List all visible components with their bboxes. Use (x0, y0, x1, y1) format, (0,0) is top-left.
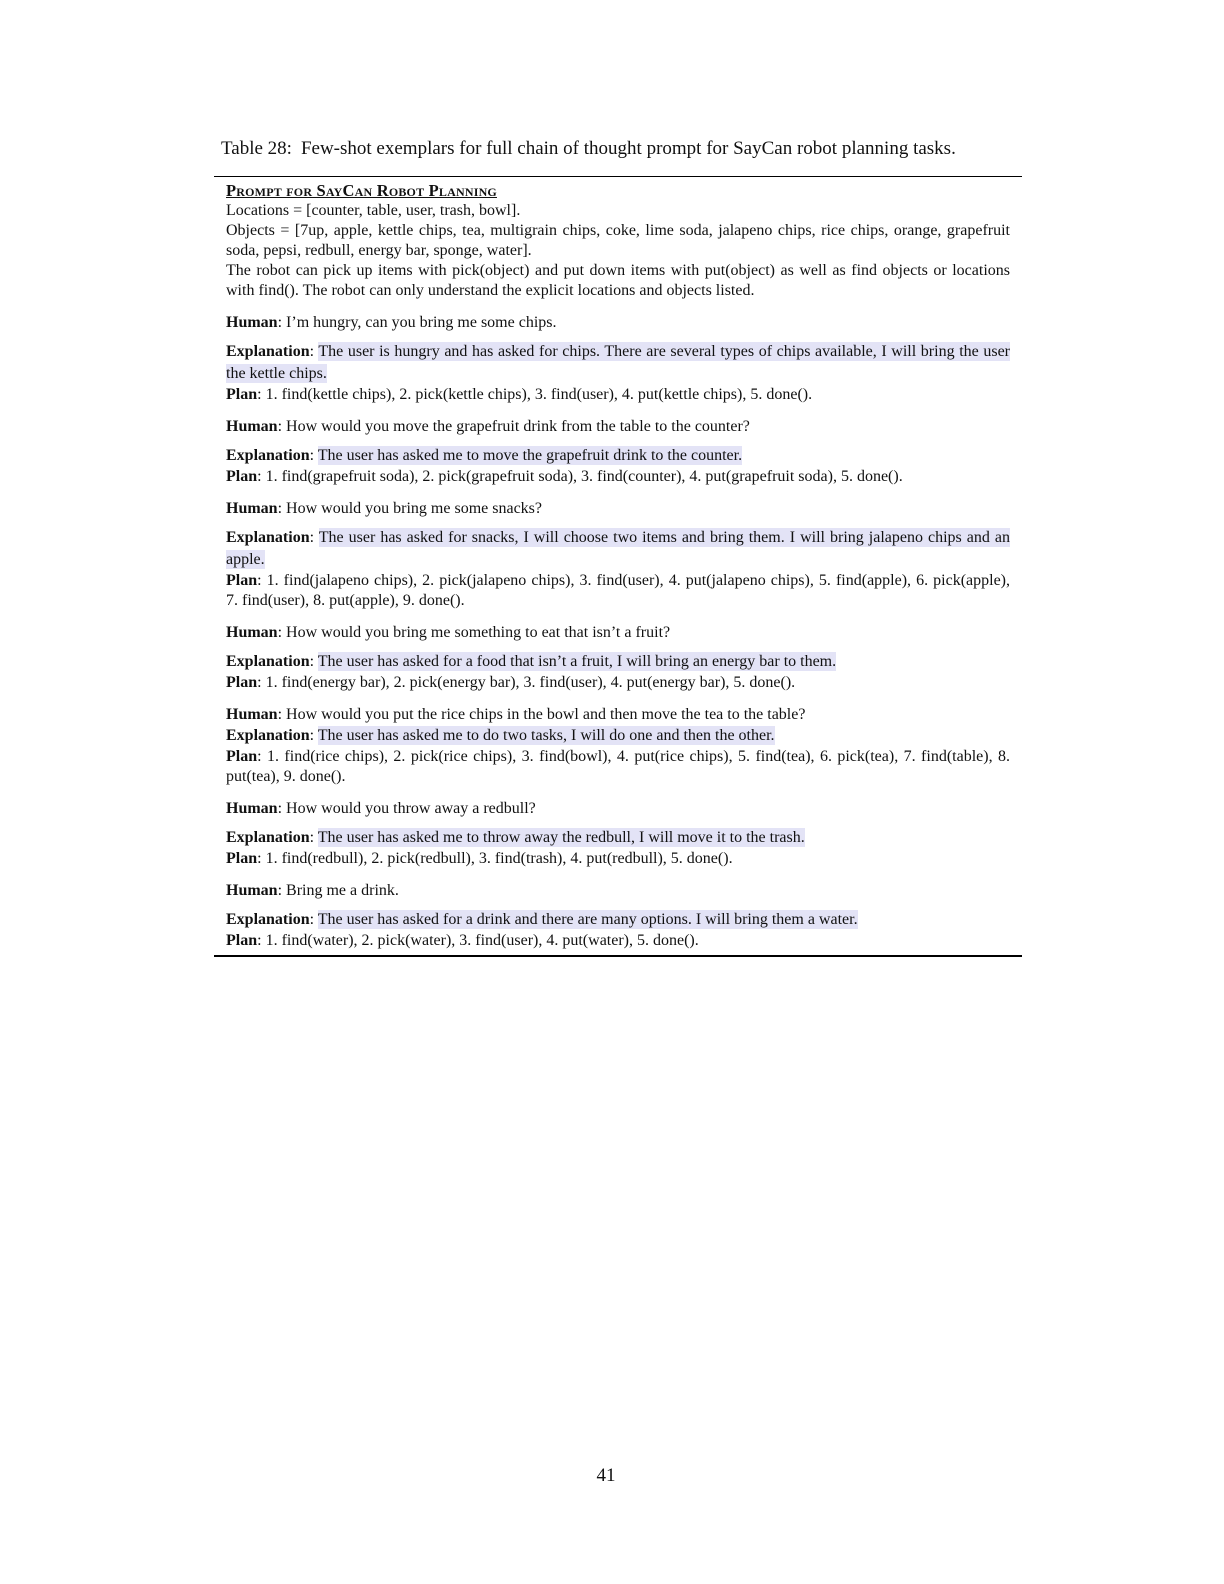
table-caption-label: Table 28: (221, 138, 292, 159)
exemplar-human: Human: Bring me a drink. (226, 882, 399, 899)
human-label: Human (226, 800, 278, 817)
human-text: How would you throw away a redbull? (286, 800, 536, 817)
human-text: How would you bring me something to eat that isn’t a fruit? (286, 624, 671, 641)
exemplar-plan: Plan: 1. find(redbull), 2. pick(redbull), 3. find(trash), 4. put(redbull), 5. done(). (226, 850, 733, 867)
exemplar-human: Human: I’m hungry, can you bring me some chips. (226, 314, 557, 331)
exemplar-explanation: Explanation: The user is hungry and has asked for chips. There are several types of chips available, I will bring the user the kettle chips. (226, 343, 1011, 382)
human-text: Bring me a drink. (286, 882, 399, 899)
explanation-label: Explanation (226, 529, 310, 546)
exemplar-human: Human: How would you move the grapefruit drink from the table to the counter? (226, 418, 750, 435)
objects-line: Objects = [7up, apple, kettle chips, tea, multigrain chips, coke, lime soda, jalapeno chips, rice chips, orange, grapefruit soda, pepsi, redbull, energy bar, sponge, water]. (226, 222, 1010, 259)
plan-text: 1. find(jalapeno chips), 2. pick(jalapeno chips), 3. find(user), 4. put(jalapeno chips), 5. find(apple), 6. pick(apple), 7. find(user), 8. put(apple), 9. done(). (226, 572, 1010, 609)
exemplar-explanation: Explanation: The user has asked for a drink and there are many options. I will bring them a water. (226, 911, 858, 928)
human-label: Human (226, 314, 278, 331)
explanation-label: Explanation (226, 653, 310, 670)
locations-line: Locations = [counter, table, user, trash, bowl]. (226, 202, 521, 219)
explanation-text: The user has asked for snacks, I will choose two items and bring them. I will bring jalapeno chips and an apple. (226, 529, 1010, 568)
explanation-label: Explanation (226, 727, 310, 744)
exemplar-human: Human: How would you put the rice chips in the bowl and then move the tea to the table? (226, 706, 806, 723)
explanation-label: Explanation (226, 447, 310, 464)
exemplar-plan: Plan: 1. find(water), 2. pick(water), 3. find(user), 4. put(water), 5. done(). (226, 932, 699, 949)
human-label: Human (226, 418, 278, 435)
explanation-label: Explanation (226, 829, 310, 846)
plan-label: Plan (226, 468, 258, 485)
plan-label: Plan (226, 850, 258, 867)
plan-label: Plan (226, 674, 258, 691)
exemplar-explanation: Explanation: The user has asked for snacks, I will choose two items and bring them. I will bring jalapeno chips and an apple. (226, 529, 1010, 568)
exemplar-plan: Plan: 1. find(energy bar), 2. pick(energy bar), 3. find(user), 4. put(energy bar), 5. done(). (226, 674, 796, 691)
prompt-heading: Prompt for SayCan Robot Planning (226, 181, 497, 200)
exemplar-plan: Plan: 1. find(jalapeno chips), 2. pick(jalapeno chips), 3. find(user), 4. put(jalapeno chips), 5. find(apple), 6. pick(apple), 7. find(user), 8. put(apple), 9. done(). (226, 572, 1010, 609)
plan-text: 1. find(water), 2. pick(water), 3. find(user), 4. put(water), 5. done(). (265, 932, 699, 949)
exemplar-explanation: Explanation: The user has asked me to do two tasks, I will do one and then the other. (226, 727, 775, 744)
explanation-text: The user has asked me to move the grapefruit drink to the counter. (317, 447, 743, 464)
human-label: Human (226, 624, 278, 641)
exemplar-plan: Plan: 1. find(rice chips), 2. pick(rice chips), 3. find(bowl), 4. put(rice chips), 5. find(tea), 6. pick(tea), 7. find(table), 8. put(tea), 9. done(). (226, 748, 1010, 785)
explanation-text: The user is hungry and has asked for chips. There are several types of chips available, I will bring the user the kettle chips. (226, 343, 1011, 382)
exemplar-plan: Plan: 1. find(grapefruit soda), 2. pick(grapefruit soda), 3. find(counter), 4. put(grapefruit soda), 5. done(). (226, 468, 903, 485)
explanation-text: The user has asked for a food that isn’t a fruit, I will bring an energy bar to them. (317, 653, 837, 670)
table-caption-text: Few-shot exemplars for full chain of thought prompt for SayCan robot planning tasks. (300, 138, 956, 159)
human-label: Human (226, 706, 278, 723)
explanation-label: Explanation (226, 343, 310, 360)
prompt-content (226, 181, 1010, 951)
plan-text: 1. find(grapefruit soda), 2. pick(grapefruit soda), 3. find(counter), 4. put(grapefruit soda), 5. done(). (265, 468, 903, 485)
plan-text: 1. find(redbull), 2. pick(redbull), 3. find(trash), 4. put(redbull), 5. done(). (265, 850, 733, 867)
plan-text: 1. find(rice chips), 2. pick(rice chips), 3. find(bowl), 4. put(rice chips), 5. find(tea), 6. pick(tea), 7. find(table), 8. put(tea), 9. done(). (226, 748, 1010, 785)
plan-label: Plan (226, 932, 258, 949)
table-caption (221, 137, 1011, 161)
page-number: 41 (596, 1465, 616, 1486)
prompt-table (214, 176, 1022, 957)
exemplar-explanation: Explanation: The user has asked me to move the grapefruit drink to the counter. (226, 447, 743, 464)
exemplar-human: Human: How would you bring me some snacks? (226, 500, 542, 517)
explanation-text: The user has asked for a drink and there are many options. I will bring them a water. (317, 911, 858, 928)
human-text: How would you move the grapefruit drink from the table to the counter? (286, 418, 750, 435)
exemplar-explanation: Explanation: The user has asked for a food that isn’t a fruit, I will bring an energy bar to them. (226, 653, 837, 670)
exemplar-human: Human: How would you bring me something to eat that isn’t a fruit? (226, 624, 671, 641)
human-text: How would you bring me some snacks? (286, 500, 542, 517)
explanation-label: Explanation (226, 911, 310, 928)
exemplar-human: Human: How would you throw away a redbull? (226, 800, 536, 817)
plan-label: Plan (226, 386, 258, 403)
exemplar-plan: Plan: 1. find(kettle chips), 2. pick(kettle chips), 3. find(user), 4. put(kettle chips), 5. done(). (226, 386, 813, 403)
plan-label: Plan (226, 748, 258, 765)
exemplar-explanation: Explanation: The user has asked me to throw away the redbull, I will move it to the trash. (226, 829, 805, 846)
human-label: Human (226, 882, 278, 899)
explanation-text: The user has asked me to do two tasks, I will do one and then the other. (317, 727, 775, 744)
human-label: Human (226, 500, 278, 517)
plan-label: Plan (226, 572, 258, 589)
plan-text: 1. find(energy bar), 2. pick(energy bar), 3. find(user), 4. put(energy bar), 5. done(). (265, 674, 796, 691)
human-text: How would you put the rice chips in the bowl and then move the tea to the table? (286, 706, 806, 723)
plan-text: 1. find(kettle chips), 2. pick(kettle chips), 3. find(user), 4. put(kettle chips), 5. done(). (265, 386, 813, 403)
instructions-line: The robot can pick up items with pick(object) and put down items with put(object) as well as find objects or locations with find(). The robot can only understand the explicit locations and objects listed. (226, 262, 1010, 299)
human-text: I’m hungry, can you bring me some chips. (286, 314, 557, 331)
explanation-text: The user has asked me to throw away the redbull, I will move it to the trash. (317, 829, 805, 846)
